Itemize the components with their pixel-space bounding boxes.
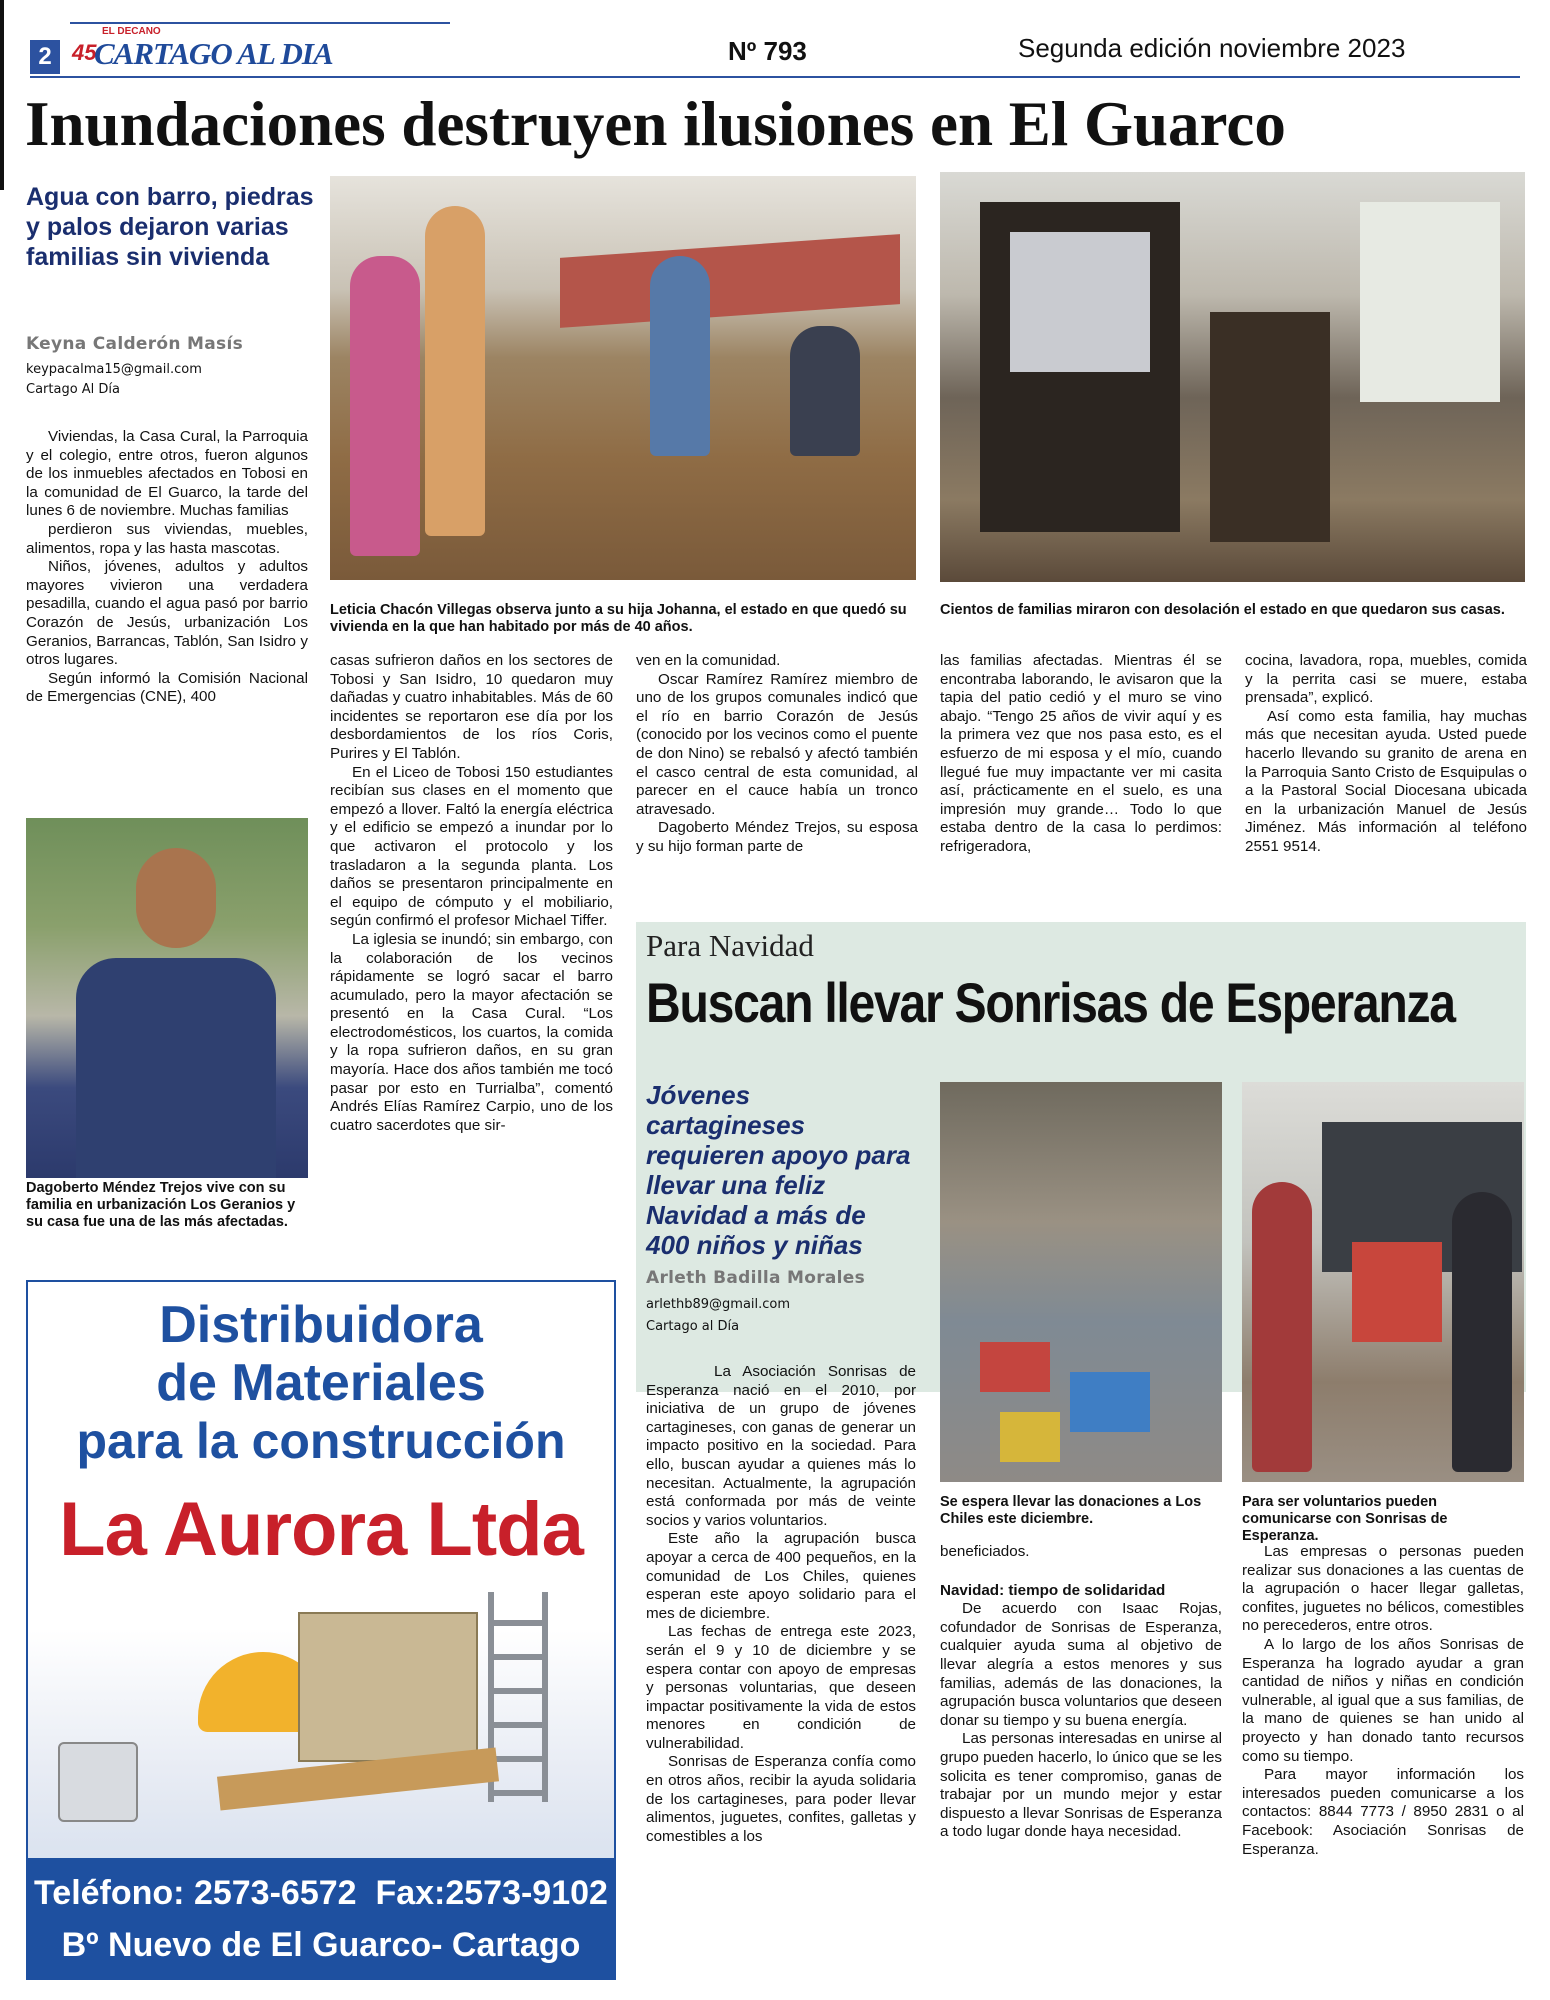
gift-box-3 [1000,1412,1060,1462]
volunteers-photo-caption: Para ser voluntarios pueden comunicarse con Sonrisas de Esperanza. [1242,1494,1448,1544]
ad-brand: La Aurora Ltda [59,1487,583,1572]
gifts-photo [940,1082,1222,1482]
cement-bags-icon [298,1612,478,1762]
ad-line-1: Distribuidora [159,1296,483,1354]
paint-bucket-icon [58,1742,138,1822]
gift-box-2 [1070,1372,1150,1432]
main-headline: Inundaciones destruyen ilusiones en El Guarco [25,89,1286,159]
man-figure-2 [790,326,860,456]
ad-line-2: de Materiales [156,1354,486,1412]
logo-wordmark: CARTAGO AL DIA [94,36,333,71]
ad-tools-illustration [48,1592,594,1842]
mud-photo [330,176,916,580]
portrait-shirt [76,958,276,1178]
gift-bag [1352,1242,1442,1342]
header-top-rule [70,22,450,24]
edition-date: Segunda edición noviembre 2023 [1018,33,1406,63]
ad-box [26,1280,616,1980]
article2-email: arlethb89@gmail.com [646,1297,791,1312]
gift-box-1 [980,1342,1050,1392]
article1-column-5: cocina, lavadora, ropa, muebles, comida y la perrita casi se muere, estaba prensada”, explicó. Así como esta familia, hay muchas más que necesitan ayuda. Usted puede hacerlo llevando su granito de arena en la Parroquia Santo Cristo de Esquipulas o a la Pastoral Social Diocesana ubicada en la urbanización Manuel de Jesús Jiménez. Más información al teléfono 2551 9514. [1245,652,1527,855]
article2-column-1: La Asociación Sonrisas de Esperanza nació en el 2010, por iniciativa de un grupo de jóvenes cartagineses, con ganas de generar un impacto positivo en la sociedad. Para ello, buscan ayudar a quienes más lo necesitan. Actualmente, la agrupación está conformada por más de veinte socios y varios voluntarios. Este año la agrupación busca apoyar a cerca de 400 pequeños, en la comunidad de Los Chiles, quienes esperan este apoyo solidario para el mes de diciembre. Las fechas de entrega este 2023, serán el 9 y 10 de diciembre y se espera contar con apoyo de empresas y personas voluntarias, que deseen impactar positivamente la vida de estos menores en condición de vulnerabilidad. Sonrisas de Esperanza confía como en otros años, recibir la ayuda solidaria de los cartagineses, para poder llevar alimentos, juguetes, confites, galletas y comestibles a los [646,1363,916,1845]
portrait-photo [26,818,308,1178]
article2-title: Buscan llevar Sonrisas de Esperanza [646,971,1455,1034]
portrait-caption: Dagoberto Méndez Trejos vive con su familia en urbanización Los Geranios y su casa fue una de las más afectadas. [26,1180,296,1230]
ad-phone: Teléfono: 2573-6572 Fax:2573-9102 [34,1874,608,1912]
bed-headboard [1210,312,1330,542]
volunteer-2 [1452,1192,1512,1472]
volunteers-photo [1242,1082,1524,1482]
house-roof [560,234,900,328]
woman-figure-1 [350,256,420,556]
window-light [1360,202,1500,402]
article2-outlet: Cartago al Día [646,1319,740,1334]
article1-author: Keyna Calderón Masís [26,334,243,354]
woman-figure-2 [425,206,485,536]
issue-number: Nº 793 [728,36,807,66]
article1-column-1: Viviendas, la Casa Cural, la Parroquia y el colegio, entre otros, fueron algunos de los inmuebles afectados en Tobosi en la comunidad de El Guarco, la tarde del lunes 6 de noviembre. Muchas familias perdieron sus viviendas, muebles, alimentos, ropa y las hasta mascotas. Niños, jóvenes, adultos y adultos mayores vivieron una verdadera pesadilla, cuando el agua pasó por barrio Corazón de Jesús, urbanización Los Geranios, Barrancas, Tablón, San Isidro y otros lugares. Según informó la Comisión Nacional de Emergencias (CNE), 400 [26,428,308,706]
article2-column-2: beneficiados. Navidad: tiempo de solidaridad De acuerdo con Isaac Rojas, cofundador de Sonrisas de Esperanza, cualquier ayuda suma al objetivo de llevar alegría a estos menores y sus familias, además de las donaciones, la agrupación busca voluntarios que deseen donar su tiempo y su buena energía. Las personas interesadas en unirse al grupo pueden hacerlo, lo único que se les solicita es tener compromiso, ganas de trabajar por un mundo mejor y estar dispuesto a llevar Sonrisas de Esperanza a todo lugar donde haya necesidad. [940,1543,1223,1841]
left-page-edge [0,0,4,190]
page-number-badge [30,40,60,74]
article1-column-4: las familias afectadas. Mientras él se encontraba laborando, le avisaron que la tapia del patio cedió y el muro se vino abajo. “Tengo 25 años de vivir aquí y es la primera vez que nos pasa esto, es el esfuerzo de mi esposa y el mío, cuando llegué fue muy impactante ver mi casita así, prácticamente en el suelo, es una impresión muy grande… Todo lo que estaba dentro de la casa lo perdimos: refrigeradora, [940,652,1222,855]
logo-small-text: EL DECANO [102,26,161,37]
masthead-logo [72,26,333,76]
header-rule [30,76,1520,78]
article2-kicker: Para Navidad [646,928,814,963]
ad-line-3: para la construcción [76,1413,566,1469]
portrait-head [136,848,216,948]
article2-author: Arleth Badilla Morales [646,1268,866,1288]
volunteer-1 [1252,1182,1312,1472]
article1-outlet: Cartago Al Día [26,382,121,397]
article1-column-2: casas sufrieron daños en los sectores de Tobosi y San Isidro, 10 quedaron muy dañadas y cuatro inhabitables. Más de 60 incidentes se reportaron ese día por los desbordamientos de los ríos Coris, Purires y El Tablón. En el Liceo de Tobosi 150 estudiantes recibían sus clases en el momento que empezó a llover. Faltó la energía eléctrica y el edificio se empezó a inundar por lo que activaron el protocolo y los trasladaron a la segunda planta. Los daños se presentaron principalmente en el equipo de cómputo y el mobiliario, según confirmó el profesor Michael Tiffer. La iglesia se inundó; sin embargo, con la colaboración de los vecinos rápidamente se logró sacar el barro acumulado, pero la mayor afectación se presentó en la Casa Cural. “Los electrodomésticos, los cuartos, la comida y la ropa sufrieron daños, en su gran mayoría. Hace dos años también me tocó pasar por esto en Turrialba”, comentó Andrés Elías Ramírez Carpio, uno de los cuatro sacerdotes que sir- [330,652,613,1134]
page-number: 2 [38,43,52,70]
gifts-photo-caption: Se espera llevar las donaciones a Los Chiles este diciembre. [940,1494,1202,1527]
ad-contact-bar [28,1858,614,1980]
interior-photo-caption: Cientos de familias miraron con desolación el estado en que quedaron sus casas. [940,602,1505,618]
article2-column-3: Las empresas o personas pueden realizar sus donaciones a las cuentas de la agrupación o hacer llegar galletas, confites, juguetes no bélicos, comestibles no perecederos, entre otros. A lo largo de los años Sonrisas de Esperanza ha logrado ayudar a gran cantidad de niños y niñas en condición vulnerable, al igual que a sus familias, de la mano de quienes se han unido al proyecto y han donado tanto recursos como su tiempo. Para mayor información los interesados pueden comunicarse a los contactos: 8844 7773 / 8950 2831 o al Facebook: Asociación Sonrisas de Esperanza. [1242,1543,1524,1858]
article1-subtitle: Agua con barro, piedras y palos dejaron varias familias sin vivienda [26,183,314,271]
section-heading: Navidad: tiempo de solidaridad [940,1581,1166,1599]
logo-badge: 45 [72,40,97,65]
interior-photo [940,172,1525,582]
man-figure-1 [650,256,710,456]
dresser-mirror [1010,232,1150,372]
article1-email: keypacalma15@gmail.com [26,362,202,377]
mud-photo-caption: Leticia Chacón Villegas observa junto a su hija Johanna, el estado en que quedó su vivienda en la que han habitado por más de 40 años. [330,602,907,635]
ad-address: Bº Nuevo de El Guarco- Cartago [61,1926,581,1964]
article1-column-3: ven en la comunidad. Oscar Ramírez Ramírez miembro de uno de los grupos comunales indicó que el río en barrio Corazón de Jesús (conocido por los vecinos como el puente de don Nino) se rebalsó y afectó también el casco central de esta comunidad, al parecer en el cauce había un tronco atravesado. Dagoberto Méndez Trejos, su esposa y su hijo forman parte de [636,652,918,855]
article2-subtitle: Jóvenes cartagineses requieren apoyo para llevar una feliz Navidad a más de 400 niños y niñas [646,1080,911,1260]
